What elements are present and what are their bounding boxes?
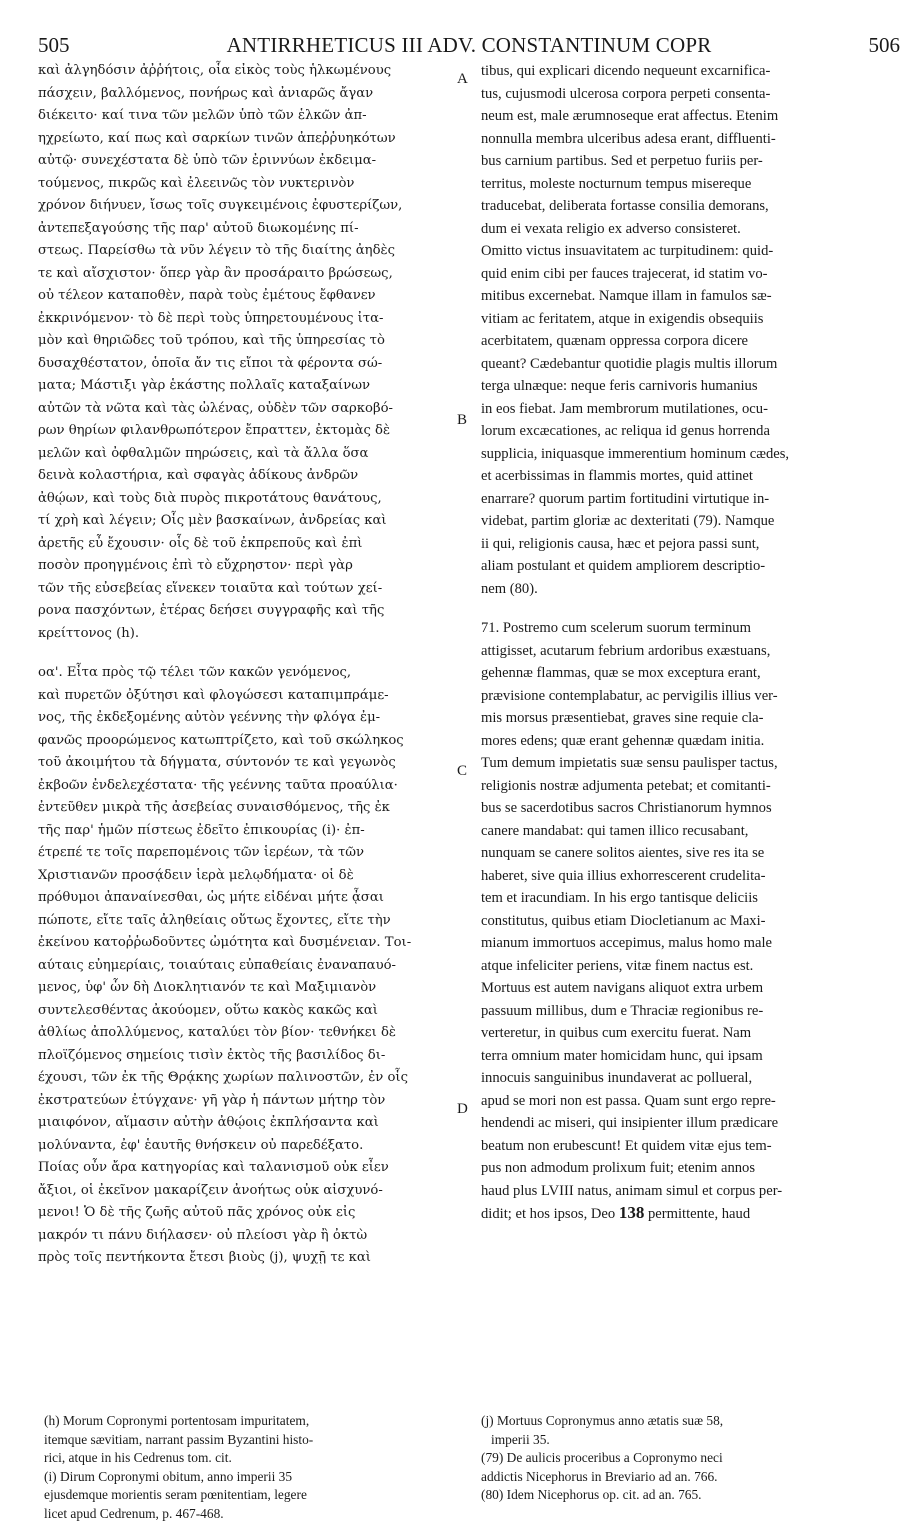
text-line: τί χρὴ καὶ λέγειν; Οἷς μὲν βασκαίνων, ἀνδρείας καὶ [38, 513, 387, 528]
text-line: ρονα πασχόντων, ἑτέρας δεήσει συγγραφῆς καὶ τῆς [38, 603, 385, 618]
footnote-line: (79) De aulicis proceribus a Copronymo neci [481, 1450, 723, 1465]
text-line: aliam postulant et quidem ampliorem descriptio- [481, 558, 766, 574]
text-line: quid enim cibi per fauces trajecerat, id statim vo- [481, 265, 768, 282]
text-line: ἀθλίως ἀπολλύμενος, καταλύει τὸν βίον· τεθνήκει δὲ [38, 1025, 397, 1040]
column-number: 138 [618, 1203, 645, 1222]
latin-column [473, 60, 903, 1225]
text-line: ἐντεῦθεν μικρὰ τῆς ἀσεβείας συναισθόμενος, τῆς ἐκ [38, 800, 390, 815]
text-line: ποσὸν προηγμένοις ἐπὶ τὸ εὔχρηστον· περὶ γὰρ [38, 558, 353, 573]
footnote-line: rici, atque in his Cedrenus tom. cit. [44, 1450, 232, 1465]
text-line: Tum demum impietatis suæ sensu paulisper tactus, [481, 755, 778, 771]
text-line: ρων θηρίων φιλανθρωπότερον ἔπραττεν, ἐκτομὰς δὲ [38, 423, 391, 438]
footnote-line: (h) Morum Copronymi portentosam impuritatem, [44, 1413, 310, 1428]
text-line: δεινὰ κολαστήρια, καὶ σφαγὰς ἀδίκους ἀνδρῶν [38, 468, 359, 483]
text-line: mis morsus præsentiebat, graves sine requie cla- [481, 710, 764, 726]
text-line: terga ulnæque: neque feris carnivoris humanius [481, 378, 758, 394]
footnote-line: (j) Mortuus Copronymus anno ætatis suæ 58, [481, 1413, 724, 1428]
greek-paragraph-1 [38, 60, 462, 645]
text-line: στεως. Παρείσθω τὰ νῦν λέγειν τὸ τῆς διαίτης ἀηδὲς [38, 243, 395, 258]
page-number-left: 505 [38, 33, 70, 57]
text-line: Omitto victus insuavitatem ac turpitudinem: quid- [481, 243, 774, 259]
text-line: νος, τῆς ἐκδεξομένης αὐτὸν γεέννης τὴν φλόγα ἐμ- [38, 710, 381, 725]
text-line: mores edens; quæ erant gehennæ quædam initia. [481, 732, 765, 749]
text-line: πρὸς τοῖς πεντήκοντα ἔτεσι βιοὺς (j), ψυχῇ τε καὶ [38, 1250, 371, 1265]
marker-a: A [457, 71, 468, 87]
text-line: dum ei vexata religio ex adverso consisteret. [481, 220, 741, 237]
text-line: ἐκείνου κατοῤῥωδοῦντες ὠμότητα καὶ δυσμένειαν. Τοι- [38, 935, 412, 950]
text-line: territus, moleste nocturnum tempus misereque [481, 175, 752, 192]
text-line: mitibus excernebat. Namque illam in famulos sæ- [481, 288, 772, 304]
text-line: apud se mori non est passa. Quam sunt ergo repre- [481, 1092, 776, 1109]
text-line: nunquam se canere solitos aientes, sive res ita se [481, 845, 765, 861]
text-line: μενος, ὑφ' ὧν δὴ Διοκλητιανόν τε καὶ Μαξιμιανὸν [38, 980, 377, 995]
text-line: ἐκβοῶν ἐνδελεχέστατα· τῆς γεέννης ταῦτα προαύλια· [38, 777, 398, 793]
latin-paragraph-2 [481, 617, 903, 1202]
footnote-line: ejusdemque morientis seram pœnitentiam, legere [44, 1487, 307, 1502]
text-line: et acerbissimas in flammis mortes, quid attinet [481, 468, 753, 484]
text-line: nonnulla membra ulceribus adesa erant, diffluenti- [481, 130, 776, 147]
footnote-line: addictis Nicephorus in Breviario ad an. 766. [481, 1468, 718, 1484]
text-line: traducebat, deliberata fortasse consilia demorans, [481, 198, 769, 214]
text-line: terra omnium mater homicidam hunc, qui ipsam [481, 1047, 763, 1064]
text-line: ἀντεπεξαγούσης τῆς παρ' αὐτοῦ διωκομένης πί- [38, 220, 359, 236]
text-line: πάσχειν, βαλλόμενος, πονήρως καὶ ἀνιαρῶς ἄγαν [38, 85, 374, 101]
footnote-line: licet apud Cedrenum, p. 467-468. [44, 1505, 224, 1521]
text-line: Ποίας οὖν ἄρα κατηγορίας καὶ ταλανισμοῦ οὐκ εἶεν [38, 1160, 389, 1175]
text-line: haud plus LVIII natus, animam simul et corpus per- [481, 1182, 783, 1199]
text-line: atque infeliciter periens, vitæ finem nactus est. [481, 957, 754, 974]
text-line: διέκειτο· καί τινα τῶν μελῶν ὑπὸ τῶν ἑλκῶν ἀπ- [38, 108, 367, 123]
text-line: τε καὶ αἴσχιστον· ὅπερ γὰρ ἂν προσάραιτο βρώσεως, [38, 265, 393, 281]
text-line: μελῶν καὶ ὀφθαλμῶν πηρώσεις, καὶ τὰ ἄλλα ὅσα [38, 445, 369, 461]
latin-last-line: didit; et hos ipsos, Deo 138 permittente, haud [481, 1203, 751, 1222]
marker-c: C [457, 763, 468, 779]
text-line: τῆς παρ' ἡμῶν πίστεως ἐδεῖτο ἐπικουρίας (i)· ἐπ- [38, 822, 365, 838]
text-line: μὸν καὶ θηριῶδες τοῦ τρόπου, καὶ τῆς ὑπηρεσίας τὸ [38, 333, 385, 348]
text-line: religionis nostræ adjumenta petebat; et comitanti- [481, 777, 771, 794]
text-line: bus se sacerdotibus sacros Christianorum hymnos [481, 800, 772, 816]
text-line: supplicia, iniquasque immerentium hominum cædes, [481, 445, 790, 462]
text-line: gehennæ flammas, quæ se mox exceptura erant, [481, 665, 761, 681]
text-line: acerbitatem, quænam oppressa corpora dicere [481, 333, 749, 349]
text-line: Χριστιανῶν προσᾴδειν ἱερὰ μελῳδήματα· οἱ δὲ [38, 867, 354, 883]
text-line: verteretur, in quibus cum exercitu fuerat. Nam [481, 1025, 752, 1041]
text-line: constitutus, quibus etiam Diocletianum ac Maxi- [481, 912, 766, 929]
text-line: ἀθῴων, καὶ τοὺς διὰ πυρὸς πικροτάτους θανάτους, [38, 490, 382, 506]
latin-paragraph-1 [481, 60, 903, 600]
marker-b: B [457, 412, 468, 428]
text-line: nem (80). [481, 580, 538, 597]
text-line: ἐκστρατεύων ἐτύγχανε· γῆ γὰρ ἡ πάντων μήτηρ τὸν [38, 1092, 386, 1108]
text-line: prævisione contemplabatur, ac pervigilis illius ver- [481, 687, 778, 704]
page-number-right: 506 [868, 33, 900, 57]
text-line: οα'. Εἶτα πρὸς τῷ τέλει τῶν κακῶν γενόμενος, [38, 665, 352, 680]
text-line: καὶ πυρετῶν ὀξύτησι καὶ φλογώσεσι καταπιμπράμε- [38, 687, 389, 703]
text-line: μολύναντα, ἐφ' ἑαυτῆς θνήσκειν οὐ παρεδέξατο. [38, 1137, 364, 1153]
greek-column [38, 60, 462, 1270]
text-line: αὐτῶν τὰ νῶτα καὶ τὰς ὠλένας, οὐδὲν τῶν σαρκοβό- [38, 400, 393, 416]
text-line: πλοϊζόμενος σημείοις τισὶν ἐκτὸς τῆς βασιλίδος δι- [38, 1047, 386, 1063]
text-line: videbat, partim gloriæ ac dexteritati (79). Namque [481, 513, 775, 529]
text-line: passuum millibus, dum e Thraciæ regionibus re- [481, 1002, 764, 1019]
text-line: mianum immortuos accepimus, malus homo male [481, 935, 773, 951]
text-line: enarrare? quorum partim fortitudini virtutique in- [481, 490, 770, 507]
text-line: ἀρετῆς εὖ ἔχουσιν· οἷς δὲ τοῦ ἐκπρεποῦς καὶ ἐπὶ [38, 535, 363, 551]
text-line: αύταις εὐημερίαις, τοιαύταις εὐπαθείαις ἐναναπαυό- [38, 957, 396, 973]
text-line: beatum non erubescunt! Et quidem vitæ ejus tem- [481, 1137, 772, 1154]
text-line: δυσαχθέστατον, ὁποῖα ἄν τις εἴποι τὰ φέροντα σώ- [38, 355, 383, 371]
text-line: vitiam ac feritatem, atque in exigendis obsequiis [481, 310, 764, 327]
text-line: attigisset, acutarum febrium ardoribus exæstuans, [481, 642, 771, 659]
text-line: Mortuus est autem navigans aliquot extra urbem [481, 980, 764, 996]
footnote-line: (i) Dirum Copronymi obitum, anno imperii 35 [44, 1468, 293, 1484]
text-line: οὐ τέλεον καταποθὲν, παρὰ τοὺς ἐμέτους ἔφθανεν [38, 288, 376, 303]
text-line: 71. Postremo cum scelerum suorum terminum [481, 620, 751, 636]
text-line: έτρεπέ τε τοῖς παρεπομένοις τῶν ἱερέων, τὰ τῶν [38, 845, 365, 860]
text-line: ἄξιοι, οἱ ἐκεῖνον μακαρίζειν ἀνοήτως οὐκ αἰσχυνό- [38, 1182, 383, 1198]
text-line: τοῦ ἀκοιμήτου τὰ δήγματα, σύντονόν τε καὶ γεγωνὸς [38, 755, 396, 770]
text-line: queant? Cædebantur quotidie plagis multis illorum [481, 355, 778, 372]
text-line: ii qui, religionis causa, hæc et pejora passi sunt, [481, 535, 760, 552]
greek-paragraph-2 [38, 662, 462, 1270]
text-line: μενοι! Ὁ δὲ τῆς ζωῆς αὐτοῦ πᾶς χρόνος οὐκ εἰς [38, 1205, 356, 1220]
text-line: συντελεσθέντας ἀκούομεν, οὕτω κακὸς κακῶς καὶ [38, 1002, 378, 1018]
text-line: ἐκκρινόμενον· τὸ δὲ περὶ τοὺς ὑπηρετουμένους ἰτα- [38, 310, 384, 326]
text-line: innocuis sanguinibus inundaverat ac pollueral, [481, 1070, 753, 1086]
text-line: tus, cujusmodi ulcerosa corpora perpeti consenta- [481, 85, 771, 102]
text-line: ηχρείωτο, καί πως καὶ σαρκίων τινῶν ἀπεῤῥυηκότων [38, 130, 396, 146]
text-line: αὐτῷ· συνεχέστατα δὲ ὑπὸ τῶν ἐριννύων ἐκδειμα- [38, 153, 377, 168]
text-line: καὶ ἀλγηδόσιν ἀῤῥήτοις, οἷα εἰκὸς τοὺς ἡλκωμένους [38, 63, 392, 78]
text-line: πρόθυμοι ἀπαναίνεσθαι, ὡς μήτε εἰδέναι μήτε ᾆσαι [38, 890, 384, 905]
text-line: φανῶς προορώμενος κατωπτρίζετο, καὶ τοῦ σκώληκος [38, 732, 404, 748]
text-line: μιαιφόνον, αἵμασιν αὐτὴν ἀθῴοις ἐκπλήσαντα καὶ [38, 1115, 379, 1130]
footnote-line: itemque sævitiam, narrant passim Byzantini histo- [44, 1431, 314, 1447]
text-line: έχουσι, τῶν ἐκ τῆς Θρᾴκης χωρίων παλινοστῶν, ἐν οἷς [38, 1070, 408, 1085]
text-line: κρείττονος (h). [38, 625, 140, 641]
text-line: hendendi ac miseri, qui insipienter illum prædicare [481, 1115, 779, 1131]
footnote-line: imperii 35. [491, 1431, 550, 1447]
text-line: tibus, qui explicari dicendo nequeunt excarnifica- [481, 63, 771, 79]
text-line: τῶν τῆς εὐσεβείας εἵνεκεν τοιαῦτα καὶ τούτων χεί- [38, 580, 383, 596]
footnote-line: (80) Idem Nicephorus op. cit. ad an. 765. [481, 1487, 702, 1502]
marker-d: D [457, 1101, 468, 1117]
text-line: lorum excæcationes, ac reliqua id genus horrenda [481, 423, 770, 439]
page-header [38, 32, 900, 58]
text-line: ματα; Μάστιξι γὰρ ἑκάστης πολλαῖς καταξαίνων [38, 378, 370, 393]
footnotes-left [44, 1412, 462, 1523]
text-line: canere mandabat: qui tamen illico recusabant, [481, 822, 749, 839]
text-line: tem et iracundiam. In his ergo tantisque deliciis [481, 890, 758, 906]
footnotes-right [481, 1412, 903, 1505]
text-line: in eos fiebat. Jam membrorum mutilationes, ocu- [481, 400, 768, 417]
text-line: χρόνον διήνυεν, ἴσως τοῖς συγκειμένοις ἐφυστερίζων, [38, 198, 403, 213]
text-line: πώποτε, εἴτε ταῖς ἀληθείαις οὕτως ἔχοντες, εἴτε τὴν [38, 912, 391, 928]
text-line: haberet, sive quia illius exhorrescerent crudelita- [481, 867, 766, 884]
text-line: neum est, male ærumnoseque erat affectus. Etenim [481, 108, 779, 124]
text-line: μακρόν τι πάνυ διήλασεν· οὐ πλείοσι γὰρ ἢ ὀκτὼ [38, 1227, 368, 1243]
text-line: τούμενος, πικρῶς καὶ ἐλεεινῶς τὸν νυκτερινὸν [38, 175, 355, 191]
text-line: bus carnium partibus. Sed et perpetuo furiis per- [481, 153, 763, 169]
text-line: pus non admodum prolixum fuit; etenim annos [481, 1160, 756, 1176]
running-title: ANTIRRHETICUS III ADV. CONSTANTINUM COPR [226, 33, 712, 57]
